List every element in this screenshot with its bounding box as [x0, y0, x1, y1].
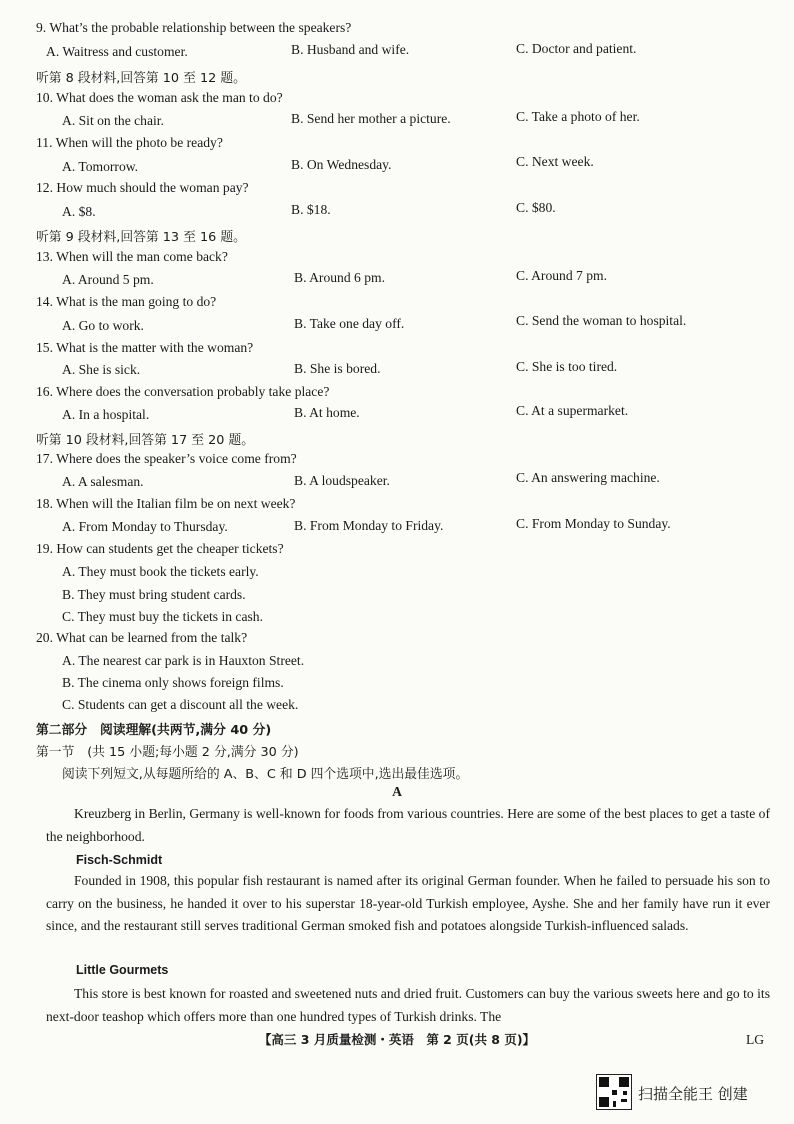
question-20: 20. What can be learned from the talk? — [36, 630, 248, 645]
q19-option-a: A. They must book the tickets early. — [62, 564, 259, 579]
page-footer: 【高三 3 月质量检测・英语 第 2 页(共 8 页)】 — [258, 1032, 536, 1047]
passage-paragraph-1: Founded in 1908, this popular fish restaurant is named after its original German founder. When he failed to persuade his son to carry on the business, he handed it over to his superstar 18-year-old Turkish employee, Ayshe. She and her family have run it ever since, and the restaurant still serves traditional German smoked fish and potatoes alongside Turkish-influenced salads. — [46, 873, 770, 933]
scanner-watermark: 扫描全能王 创建 — [638, 1085, 748, 1103]
q16-option-a: A. In a hospital. — [62, 407, 150, 422]
q18-option-a: A. From Monday to Thursday. — [62, 519, 228, 534]
passage-heading-1: Fisch-Schmidt — [76, 853, 163, 867]
q20-option-a: A. The nearest car park is in Hauxton Street. — [62, 653, 305, 668]
q9-option-c: C. Doctor and patient. — [516, 41, 637, 56]
q10-option-a: A. Sit on the chair. — [62, 113, 164, 128]
question-10: 10. What does the woman ask the man to do? — [36, 90, 283, 105]
question-9: 9. What’s the probable relationship between the speakers? — [36, 20, 352, 35]
q15-option-b: B. She is bored. — [294, 361, 381, 376]
q19-option-b: B. They must bring student cards. — [62, 587, 246, 602]
q12-option-a: A. $8. — [62, 204, 96, 219]
q20-option-c: C. Students can get a discount all the week. — [62, 697, 299, 712]
question-13: 13. When will the man come back? — [36, 249, 228, 264]
question-18: 18. When will the Italian film be on next week? — [36, 496, 296, 511]
passage-heading-2: Little Gourmets — [76, 963, 169, 977]
q9-option-a: A. Waitress and customer. — [46, 44, 188, 59]
passage-label: A — [392, 784, 402, 799]
q11-option-a: A. Tomorrow. — [62, 159, 139, 174]
q12-option-b: B. $18. — [291, 202, 331, 217]
q19-option-c: C. They must buy the tickets in cash. — [62, 609, 263, 624]
question-12: 12. How much should the woman pay? — [36, 180, 249, 195]
qr-code-icon — [596, 1074, 632, 1110]
q16-option-c: C. At a supermarket. — [516, 403, 629, 418]
q9-option-b: B. Husband and wife. — [291, 42, 410, 57]
q11-option-b: B. On Wednesday. — [291, 157, 392, 172]
q17-option-a: A. A salesman. — [62, 474, 144, 489]
q17-option-c: C. An answering machine. — [516, 470, 660, 485]
part2-title: 第二部分 阅读理解(共两节,满分 40 分) — [36, 723, 272, 738]
q13-option-c: C. Around 7 pm. — [516, 268, 608, 283]
question-17: 17. Where does the speaker’s voice come from? — [36, 451, 297, 466]
q10-option-c: C. Take a photo of her. — [516, 109, 640, 124]
q10-option-b: B. Send her mother a picture. — [291, 111, 451, 126]
footer-code: LG — [746, 1032, 765, 1047]
question-11: 11. When will the photo be ready? — [36, 135, 223, 150]
question-14: 14. What is the man going to do? — [36, 294, 217, 309]
section-note-9: 听第 9 段材料,回答第 13 至 16 题。 — [36, 230, 246, 245]
q20-option-b: B. The cinema only shows foreign films. — [62, 675, 284, 690]
question-15: 15. What is the matter with the woman? — [36, 340, 254, 355]
q13-option-a: A. Around 5 pm. — [62, 272, 154, 287]
q15-option-a: A. She is sick. — [62, 362, 141, 377]
question-19: 19. How can students get the cheaper tickets? — [36, 541, 284, 556]
section-note-8: 听第 8 段材料,回答第 10 至 12 题。 — [36, 71, 246, 86]
passage-intro: Kreuzberg in Berlin, Germany is well-known for foods from various countries. Here are some of the best places to get a taste of the neighborhood. — [46, 806, 770, 844]
q12-option-c: C. $80. — [516, 200, 556, 215]
question-16: 16. Where does the conversation probably take place? — [36, 384, 330, 399]
passage-paragraph-2: This store is best known for roasted and sweetened nuts and dried fruit. Customers can buy the various sweets here and go to its next-door teashop which offers more than one hundred types of Turkish drinks. The — [46, 986, 770, 1024]
q14-option-a: A. Go to work. — [62, 318, 144, 333]
part2-section1: 第一节 (共 15 小题;每小题 2 分,满分 30 分) — [36, 745, 299, 760]
q14-option-b: B. Take one day off. — [294, 316, 405, 331]
part2-instruction: 阅读下列短文,从每题所给的 A、B、C 和 D 四个选项中,选出最佳选项。 — [62, 767, 469, 782]
section-note-10: 听第 10 段材料,回答第 17 至 20 题。 — [36, 433, 255, 448]
q14-option-c: C. Send the woman to hospital. — [516, 313, 687, 328]
q18-option-b: B. From Monday to Friday. — [294, 518, 444, 533]
q16-option-b: B. At home. — [294, 405, 360, 420]
q18-option-c: C. From Monday to Sunday. — [516, 516, 671, 531]
q15-option-c: C. She is too tired. — [516, 359, 618, 374]
q13-option-b: B. Around 6 pm. — [294, 270, 386, 285]
q11-option-c: C. Next week. — [516, 154, 594, 169]
q17-option-b: B. A loudspeaker. — [294, 473, 390, 488]
